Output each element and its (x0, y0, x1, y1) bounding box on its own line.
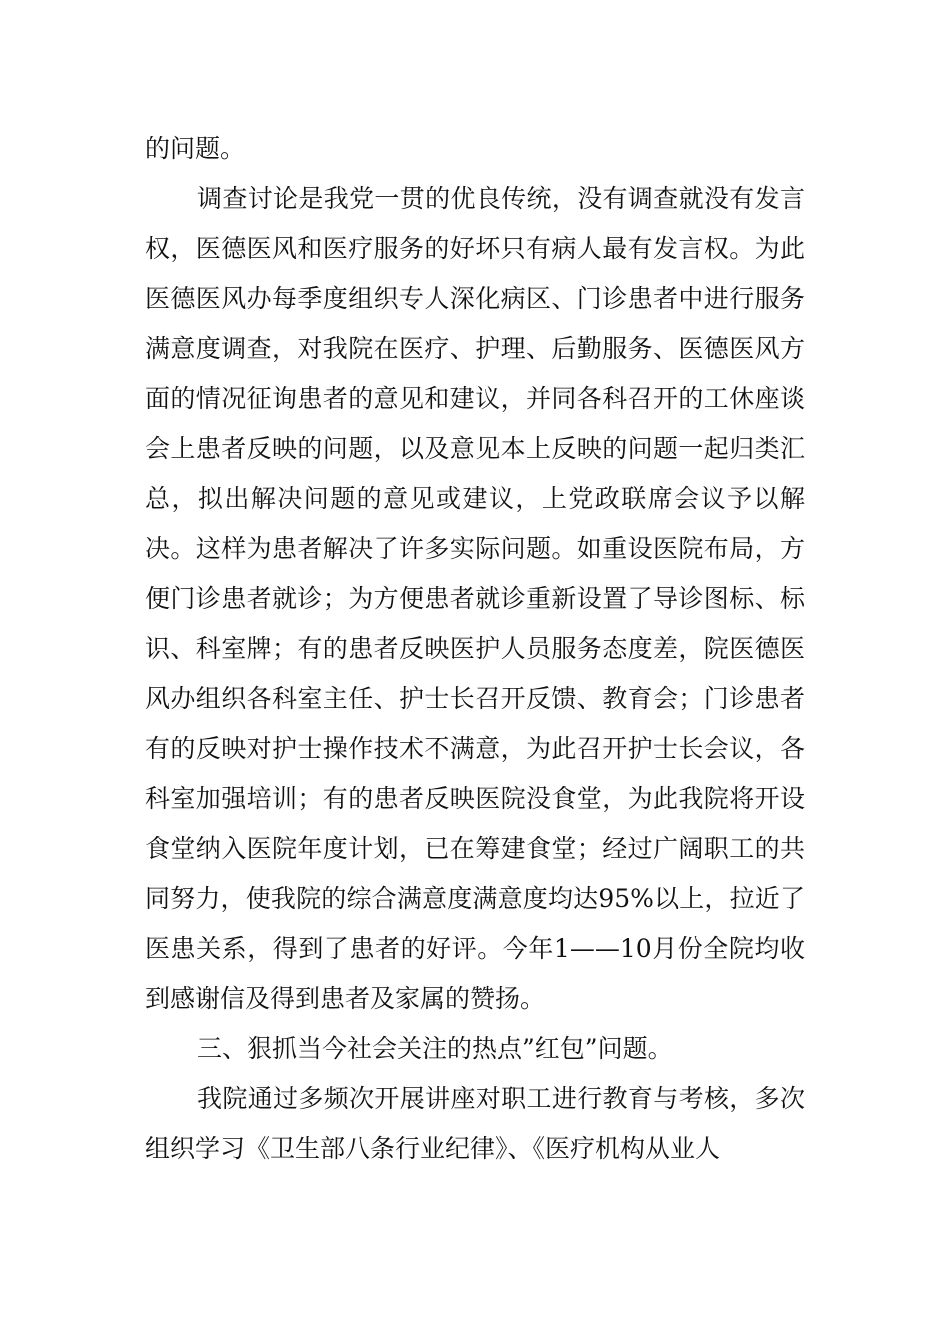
document-body (145, 124, 805, 1174)
paragraph-1: 的问题。 (145, 134, 246, 163)
paragraph-2: 调查讨论是我党一贯的优良传统，没有调查就没有发言权，医德医风和医疗服务的好坏只有病人最有发言权。为此医德医风办每季度组织专人深化病区、门诊患者中进行服务满意度调查，对我院在医疗、护理、后勤服务、医德医风方面的情况征询患者的意见和建议，并同各科召开的工休座谈会上患者反映的问题，以及意见本上反映的问题一起归类汇总，拟出解决问题的意见或建议，上党政联席会议予以解决。这样为患者解决了许多实际问题。如重设医院布局，方便门诊患者就诊；为方便患者就诊重新设置了导诊图标、标识、科室牌；有的患者反映医护人员服务态度差，院医德医风办组织各科室主任、护士长召开反馈、教育会；门诊患者有的反映对护士操作技术不满意，为此召开护士长会议，各科室加强培训；有的患者反映医院没食堂，为此我院将开设食堂纳入医院年度计划，已在筹建食堂；经过广阔职工的共同努力，使我院的综合满意度满意度均达95%以上，拉近了医患关系，得到了患者的好评。今年1——10月份全院均收到感谢信及得到患者及家属的赞扬。 (145, 184, 805, 1013)
paragraph-4: 我院通过多频次开展讲座对职工进行教育与考核，多次组织学习《卫生部八条行业纪律》、《医疗机构从业人 (145, 1084, 805, 1163)
section-heading-3: 三、狠抓当今社会关注的热点”红包”问题。 (197, 1034, 673, 1063)
